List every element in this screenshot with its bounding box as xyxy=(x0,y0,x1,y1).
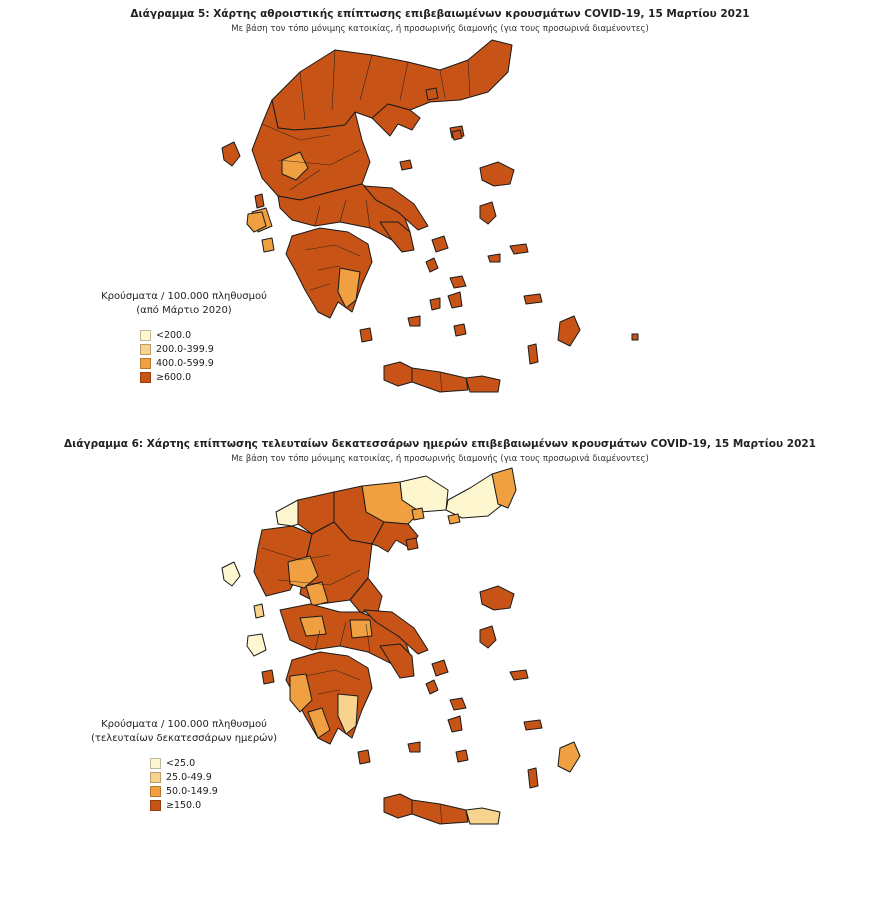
legend-item: ≥600.0 xyxy=(140,370,284,384)
island-karpathos-2 xyxy=(528,768,538,788)
island-chios-2 xyxy=(480,626,496,648)
legend-swatch xyxy=(150,800,161,811)
legend-item: 400.0-599.9 xyxy=(140,356,284,370)
legend-14day xyxy=(84,718,284,812)
legend-subtitle: (τελευταίων δεκατεσσάρων ημερών) xyxy=(90,733,278,744)
island-tinos xyxy=(450,276,466,288)
legend-cumulative xyxy=(84,290,284,384)
legend-item: 200.0-399.9 xyxy=(140,342,284,356)
island-crete-center xyxy=(412,368,468,392)
map-subtitle: Με βάση τον τόπο μόνιμης κατοικίας, ή προσωρινής διαμονής (για τους προσωρινά διαμένοντες) xyxy=(231,24,649,34)
island-andros xyxy=(426,258,438,272)
island-milos xyxy=(408,316,420,326)
island-thasos-2 xyxy=(412,508,424,520)
island-crete-east-2 xyxy=(466,808,500,824)
island-zakynthos-2 xyxy=(262,670,274,684)
island-lesvos-2 xyxy=(480,586,514,610)
legend-swatch xyxy=(140,372,151,383)
island-kos-2 xyxy=(524,720,542,730)
island-crete-east xyxy=(466,376,500,392)
island-zakynthos xyxy=(262,238,274,252)
legend-subtitle: (από Μάρτιο 2020) xyxy=(136,305,232,316)
legend-swatch xyxy=(140,330,151,341)
island-lemnos xyxy=(452,130,462,140)
island-rhodes xyxy=(558,316,580,346)
legend-item: 25.0-49.9 xyxy=(150,770,284,784)
island-andros-2 xyxy=(426,680,438,694)
island-crete-west-2 xyxy=(384,794,412,818)
island-kythira xyxy=(360,328,372,342)
map-panel-cumulative xyxy=(0,0,880,430)
region-attica xyxy=(380,222,414,252)
island-kos xyxy=(524,294,542,304)
legend-item: 50.0-149.9 xyxy=(150,784,284,798)
island-lesvos xyxy=(480,162,514,186)
island-kefalonia-2 xyxy=(247,634,266,656)
island-paros xyxy=(430,298,440,310)
island-crete-west xyxy=(384,362,412,386)
legend-swatch xyxy=(140,358,151,369)
legend-item: <25.0 xyxy=(150,756,284,770)
island-kythira-2 xyxy=(358,750,370,764)
island-karpathos xyxy=(528,344,538,364)
legend-title: Κρούσματα / 100.000 πληθυσμού xyxy=(101,291,267,302)
island-ikaria xyxy=(488,254,500,262)
island-naxos-2 xyxy=(448,716,462,732)
island-skiathos xyxy=(400,160,412,170)
legend-swatch xyxy=(150,786,161,797)
legend-item: <200.0 xyxy=(140,328,284,342)
legend-item: ≥150.0 xyxy=(150,798,284,812)
island-thasos xyxy=(426,88,438,100)
map-title: Διάγραμμα 6: Χάρτης επίπτωσης τελευταίων δεκατεσσάρων ημερών επιβεβαιωμένων κρουσμάτων COVID-19, 15 Μαρτίου 2021 xyxy=(63,438,816,450)
island-crete-center-2 xyxy=(412,800,468,824)
legend-swatch xyxy=(150,758,161,769)
island-corfu-2 xyxy=(222,562,240,586)
island-samos xyxy=(510,244,528,254)
island-skyros xyxy=(432,236,448,252)
island-lefkada-2 xyxy=(254,604,264,618)
island-lemnos-2 xyxy=(406,538,418,550)
legend-swatch xyxy=(140,344,151,355)
map-panel-14day xyxy=(0,432,880,872)
island-samothraki-2 xyxy=(448,514,460,524)
map-subtitle: Με βάση τον τόπο μόνιμης κατοικίας, ή προσωρινής διαμονής (για τους προσωρινά διαμένοντες) xyxy=(231,454,649,464)
island-chios xyxy=(480,202,496,224)
region-viotia xyxy=(350,620,372,638)
island-milos-2 xyxy=(408,742,420,752)
legend-swatch xyxy=(150,772,161,783)
island-lefkada xyxy=(255,194,264,208)
island-thera xyxy=(454,324,466,336)
island-kastellorizo xyxy=(632,334,638,340)
island-skyros-2 xyxy=(432,660,448,676)
island-corfu xyxy=(222,142,240,166)
island-tinos-2 xyxy=(450,698,466,710)
island-samos-2 xyxy=(510,670,528,680)
legend-title: Κρούσματα / 100.000 πληθυσμού xyxy=(101,719,267,730)
island-thera-2 xyxy=(456,750,468,762)
map-title: Διάγραμμα 5: Χάρτης αθροιστικής επίπτωσης επιβεβαιωμένων κρουσμάτων COVID-19, 15 Μαρτίου 2021 xyxy=(130,8,750,20)
island-naxos xyxy=(448,292,462,308)
island-rhodes-2 xyxy=(558,742,580,772)
